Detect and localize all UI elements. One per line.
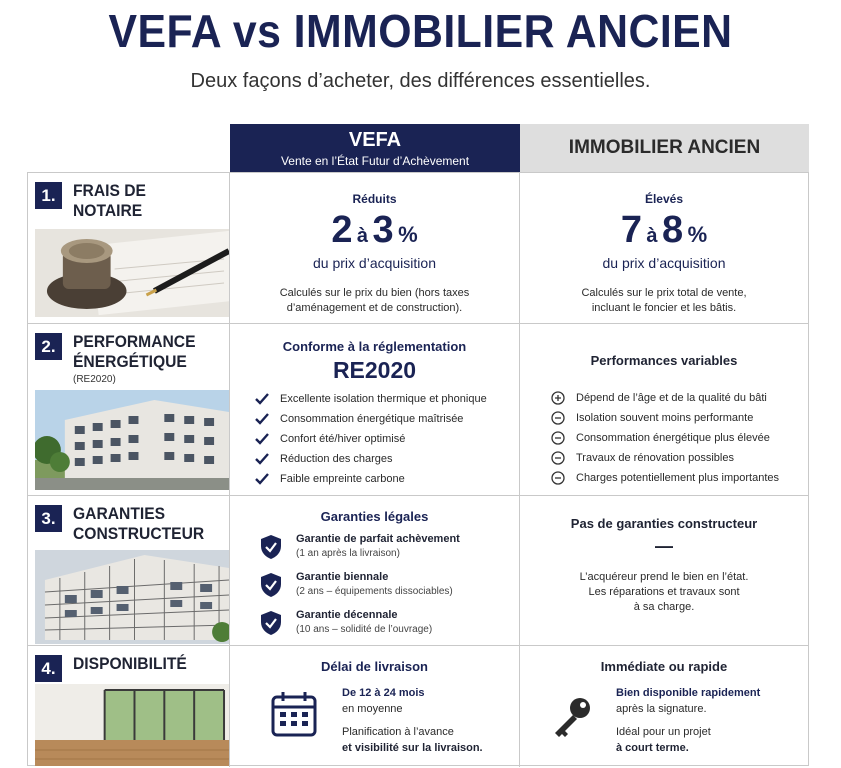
row-disponibilite bbox=[28, 645, 808, 767]
ancien-label: Performances variables bbox=[590, 353, 738, 368]
minus-circle-icon bbox=[551, 431, 565, 445]
row-number: 4. bbox=[35, 655, 62, 682]
vefa-cell bbox=[230, 646, 520, 767]
guarantee-title: Garantie décennale bbox=[296, 609, 398, 621]
ancien-cell bbox=[520, 496, 808, 645]
list-item bbox=[230, 469, 487, 489]
value-low: 2 bbox=[331, 209, 353, 251]
list-item bbox=[526, 388, 779, 408]
ancien-value bbox=[520, 209, 808, 252]
empty-interior-photo bbox=[35, 684, 229, 766]
calendar-icon bbox=[270, 690, 318, 738]
vefa-title: VEFA bbox=[348, 129, 402, 151]
ancien-cell bbox=[520, 646, 808, 767]
row-performance-energetique bbox=[28, 323, 808, 495]
page-title: VEFA vs IMMOBILIER ANCIEN bbox=[108, 5, 733, 57]
row-number: 2. bbox=[35, 333, 62, 360]
row-subtitle: (RE2020) bbox=[73, 374, 116, 385]
row-label-cell bbox=[28, 496, 230, 645]
check-icon bbox=[255, 412, 269, 426]
availability-line: Bien disponible rapidement bbox=[616, 687, 761, 699]
value-join: à bbox=[646, 225, 658, 247]
row-title: FRAIS DE NOTAIRE bbox=[73, 181, 146, 220]
value-caption: du prix d’acquisition bbox=[313, 255, 436, 271]
list-item-text: Charges potentiellement plus importantes bbox=[576, 472, 780, 484]
value-unit: % bbox=[687, 222, 708, 247]
vefa-benefits-list bbox=[230, 389, 487, 489]
modern-apartment-building-photo bbox=[35, 390, 229, 490]
list-item bbox=[526, 408, 779, 428]
ideal-line: Idéal pour un projet bbox=[616, 726, 711, 738]
check-icon bbox=[255, 452, 269, 466]
list-item bbox=[230, 429, 487, 449]
value-high: 8 bbox=[662, 209, 684, 251]
list-item-text: Excellente isolation thermique et phonique bbox=[280, 393, 487, 405]
note-line1: Calculés sur le prix du bien (hors taxes bbox=[279, 287, 470, 299]
list-item bbox=[230, 449, 487, 469]
delivery-delay: De 12 à 24 mois bbox=[342, 687, 425, 699]
guarantee-detail: (2 ans – équipements dissociables) bbox=[296, 586, 453, 597]
ancien-label: Élevés bbox=[644, 192, 684, 206]
note-line1: L’acquéreur prend le bien en l’état. bbox=[579, 571, 749, 583]
key-icon bbox=[550, 694, 594, 738]
row-title: GARANTIES CONSTRUCTEUR bbox=[73, 504, 205, 543]
comparison-table bbox=[27, 172, 809, 766]
value-caption: du prix d’acquisition bbox=[602, 255, 726, 271]
short-term-line: à court terme. bbox=[616, 742, 689, 754]
list-item-text: Isolation souvent moins performante bbox=[576, 412, 754, 424]
column-header-vefa bbox=[230, 124, 520, 172]
value-unit: % bbox=[398, 222, 418, 247]
shield-check-icon bbox=[260, 572, 282, 598]
list-item-text: Dépend de l’âge et de la qualité du bâti bbox=[576, 392, 767, 404]
row-number: 3. bbox=[35, 505, 62, 532]
row-title: DISPONIBILITÉ bbox=[73, 654, 187, 673]
vefa-label: Réduits bbox=[352, 192, 397, 206]
check-icon bbox=[255, 392, 269, 406]
row-title: PERFORMANCE ÉNERGÉTIQUE bbox=[73, 332, 196, 371]
list-item-text: Consommation énergétique maîtrisée bbox=[280, 413, 464, 425]
guarantee-title: Garantie biennale bbox=[296, 571, 389, 583]
ancien-label: Pas de garanties constructeur bbox=[570, 516, 758, 531]
row-label-cell bbox=[28, 646, 230, 767]
note-line2: incluant le foncier et les bâtis. bbox=[591, 302, 737, 314]
row-frais-notaire bbox=[28, 173, 808, 323]
vefa-cell bbox=[230, 324, 520, 495]
guarantee-detail: (10 ans – solidité de l’ouvrage) bbox=[296, 624, 433, 635]
value-low: 7 bbox=[620, 209, 642, 251]
minus-circle-icon bbox=[551, 471, 565, 485]
shield-check-icon bbox=[260, 534, 282, 560]
visibility-line: et visibilité sur la livraison. bbox=[342, 742, 483, 754]
vefa-label: Garanties légales bbox=[320, 509, 429, 524]
guarantee-title: Garantie de parfait achèvement bbox=[296, 533, 460, 545]
list-item bbox=[230, 389, 487, 409]
row-label-cell bbox=[28, 324, 230, 495]
vefa-value bbox=[230, 209, 519, 252]
value-high: 3 bbox=[372, 209, 394, 251]
vefa-label: Conforme à la réglementation bbox=[282, 339, 467, 354]
dash-divider: — bbox=[655, 536, 673, 556]
re2020-badge: RE2020 bbox=[332, 357, 417, 383]
list-item bbox=[526, 448, 779, 468]
ancien-variables-list bbox=[526, 388, 779, 488]
notary-seal-pen-photo bbox=[35, 229, 229, 317]
vefa-subtitle: Vente en l’État Futur d’Achèvement bbox=[280, 154, 470, 168]
note-line2: d’aménagement et de construction). bbox=[286, 302, 463, 314]
row-label-cell bbox=[28, 173, 230, 323]
note-line1: Calculés sur le prix total de vente, bbox=[581, 287, 747, 299]
note-line3: à sa charge. bbox=[633, 601, 695, 613]
list-item-text: Confort été/hiver optimisé bbox=[280, 433, 406, 445]
list-item-text: Faible empreinte carbone bbox=[280, 473, 405, 485]
ancien-label: Immédiate ou rapide bbox=[600, 659, 728, 674]
minus-circle-icon bbox=[551, 451, 565, 465]
row-number: 1. bbox=[35, 182, 62, 209]
guarantee-detail: (1 an après la livraison) bbox=[296, 548, 400, 559]
availability-note: après la signature. bbox=[616, 703, 707, 715]
note-line2: Les réparations et travaux sont bbox=[588, 586, 740, 598]
vefa-cell bbox=[230, 173, 520, 323]
planning-line: Planification à l’avance bbox=[342, 726, 454, 738]
list-item-text: Réduction des charges bbox=[280, 453, 393, 465]
vefa-cell bbox=[230, 496, 520, 645]
list-item bbox=[526, 428, 779, 448]
column-header-ancien: IMMOBILIER ANCIEN bbox=[520, 124, 809, 172]
check-icon bbox=[255, 472, 269, 486]
ancien-cell bbox=[520, 324, 808, 495]
plus-circle-icon bbox=[551, 391, 565, 405]
building-under-construction-photo bbox=[35, 550, 229, 644]
row-garanties-constructeur bbox=[28, 495, 808, 645]
check-icon bbox=[255, 432, 269, 446]
vefa-label: Délai de livraison bbox=[321, 659, 428, 674]
delivery-delay-note: en moyenne bbox=[342, 703, 403, 715]
page-subtitle: Deux façons d’acheter, des différences essentielles. bbox=[190, 70, 651, 92]
list-item-text: Travaux de rénovation possibles bbox=[576, 452, 734, 464]
minus-circle-icon bbox=[551, 411, 565, 425]
list-item-text: Consommation énergétique plus élevée bbox=[576, 432, 770, 444]
value-join: à bbox=[356, 225, 369, 247]
list-item bbox=[526, 468, 779, 488]
ancien-cell bbox=[520, 173, 808, 323]
list-item bbox=[230, 409, 487, 429]
shield-check-icon bbox=[260, 610, 282, 636]
